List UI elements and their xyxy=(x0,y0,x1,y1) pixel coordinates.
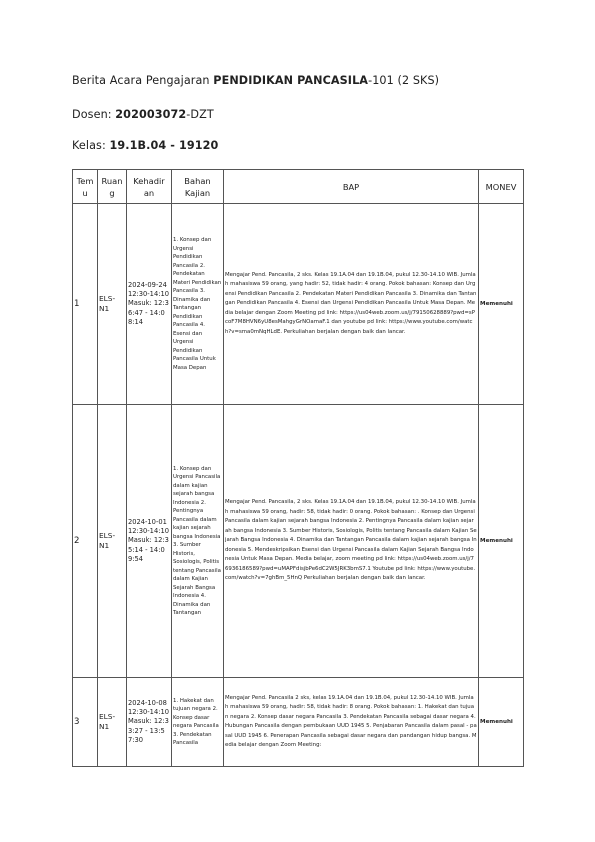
material-cell: 1. Hakekat dan tujuan negara 2. Konsep dasar negara Pancasila 3. Pendekatan Pancasila xyxy=(172,678,224,767)
lecturer-label: Dosen: xyxy=(72,108,116,121)
monev-cell: Memenuhi xyxy=(479,204,524,405)
class-value: 19.1B.04 - 19120 xyxy=(109,139,219,152)
class-label: Kelas: xyxy=(72,139,110,152)
col-header-material: Bahan Kajian xyxy=(172,170,224,204)
attendance-cell: 2024-10-01 12:30-14:10 Masuk: 12:35:14 - 14:09:54 xyxy=(127,405,172,678)
lecturer-line xyxy=(72,108,214,121)
course-code: -101 (2 SKS) xyxy=(368,74,440,87)
col-header-meeting: Tem u xyxy=(73,170,98,204)
bap-cell: Mengajar Pend. Pancasila 2 sks, kelas 19.1A.04 dan 19.1B.04, pukul 12.30-14.10 WIB. Jumlah mahasiswa 59 orang, hadir: 58, tidak hadir: 8 orang. Pokok bahasan: 1. Hakekat dan tujuan negara 2. Konsep dasar negara Pancasila 3. Pendekatan Pancasila sebagai dasar negara 4. Hubungan Pancasila dengan pembukaan UUD 1945 5. Penjabaran Pancasila dalam pasal - pasal UUD 1945 6. Penerapan Pancasila sebagai dasar negara dan pandangan hidup bangsa. Media belajar dengan Zoom Meeting: xyxy=(224,678,479,767)
attendance-table xyxy=(72,169,524,767)
material-cell: 1. Konsep dan Urgensi Pendidikan Pancasila 2. Pendekatan Materi Pendidikan Pancasila 3. Dinamika dan Tantangan Pendidikan Pancasila 4. Esensi dan Urgensi Pendidikan Pancasila Untuk Masa Depan xyxy=(172,204,224,405)
col-header-room: Ruan g xyxy=(98,170,127,204)
room-cell: ELS-N1 xyxy=(98,678,127,767)
col-header-bap: BAP xyxy=(224,170,479,204)
bap-cell: Mengajar Pend. Pancasila, 2 sks. Kelas 19.1A.04 dan 19.1B.04, pukul 12.30-14.10 WIB. Jumlah mahasiswa 59 orang, yang hadir: 52, tidak hadir: 4 orang. Pokok bahasan: Konsep dan Urgensi Pendidikan Pancasila 2. Pendekatan Materi Pendidikan Pancasila 3. Dinamika dan Tantangan Pendidikan Pancasila 4. Esensi dan Urgensi Pendidikan Pancasila Untuk Masa Depan. Media belajar dengan Zoom Meeting pd link: https://us04web.zoom.us/j/79150628889?pwd=sPcoF7M8HVN6yU8esMahgyGrNOamaF.1 dan youtube pd link: https://www.youtube.com/watch?v=sma0mNqHLdE. Perkuliahan berjalan dengan baik dan lancar. xyxy=(224,204,479,405)
col-header-monev: MONEV xyxy=(479,170,524,204)
lecturer-suffix: -DZT xyxy=(186,108,214,121)
bap-cell: Mengajar Pend. Pancasila, 2 sks. Kelas 19.1A.04 dan 19.1B.04, pukul 12.30-14.10 WIB. Jumlah mahasiswa 59 orang, hadir: 58, tidak hadir: 0 orang. Pokok bahasan: . Konsep dan Urgensi Pancasila dalam kajian sejarah bangsa Indonesia 2. Pentingnya Pancasila dalam kajian sejarah bangsa Indonesia 3. Sumber Historis, Sosiologis, Politis tentang Pancasila dalam Kajian Sejarah Bangsa Indonesia 4. Dinamika dan Tantangan Pancasila dalam kajian sejarah bangsa Indonesia 5. Mendeskripsikan Esensi dan Urgensi Pancasila dalam Kajian Sejarah Bangsa Indonesia Untuk Masa Depan. Media belajar, zoom meeting pd link: https://us04web.zoom.us/j/76936186589?pwd=uMAPFdisjbPe6dC2W5JRK3bmS7.1 Youtube pd link: https://www.youtube.com/watch?v=7ghBm_5HnQ Perkuliahan berjalan dengan baik dan lancar. xyxy=(224,405,479,678)
monev-cell: Memenuhi xyxy=(479,678,524,767)
room-cell: ELS-N1 xyxy=(98,204,127,405)
table-row xyxy=(73,204,524,405)
meeting-number: 2 xyxy=(73,405,98,678)
meeting-number: 1 xyxy=(73,204,98,405)
attendance-cell: 2024-10-08 12:30-14:10 Masuk: 12:33:27 - 13:57:30 xyxy=(127,678,172,767)
table-row xyxy=(73,405,524,678)
attendance-cell: 2024-09-24 12:30-14:10 Masuk: 12:36:47 - 14:08:14 xyxy=(127,204,172,405)
meeting-number: 3 xyxy=(73,678,98,767)
document-title xyxy=(72,74,439,87)
table-header-row xyxy=(73,170,524,204)
class-line xyxy=(72,139,218,152)
course-name: PENDIDIKAN PANCASILA xyxy=(213,74,369,87)
lecturer-code: 202003072 xyxy=(115,108,187,121)
col-header-attendance: Kehadir an xyxy=(127,170,172,204)
monev-cell: Memenuhi xyxy=(479,405,524,678)
title-prefix: Berita Acara Pengajaran xyxy=(72,74,214,87)
room-cell: ELS-N1 xyxy=(98,405,127,678)
material-cell: 1. Konsep dan Urgensi Pancasila dalam kajian sejarah bangsa Indonesia 2. Pentingnya Pancasila dalam kajian sejarah bangsa Indonesia 3. Sumber Historis, Sosiologis, Politis tentang Pancasila dalam Kajian Sejarah Bangsa Indonesia 4. Dinamika dan Tantangan xyxy=(172,405,224,678)
table-row xyxy=(73,678,524,767)
